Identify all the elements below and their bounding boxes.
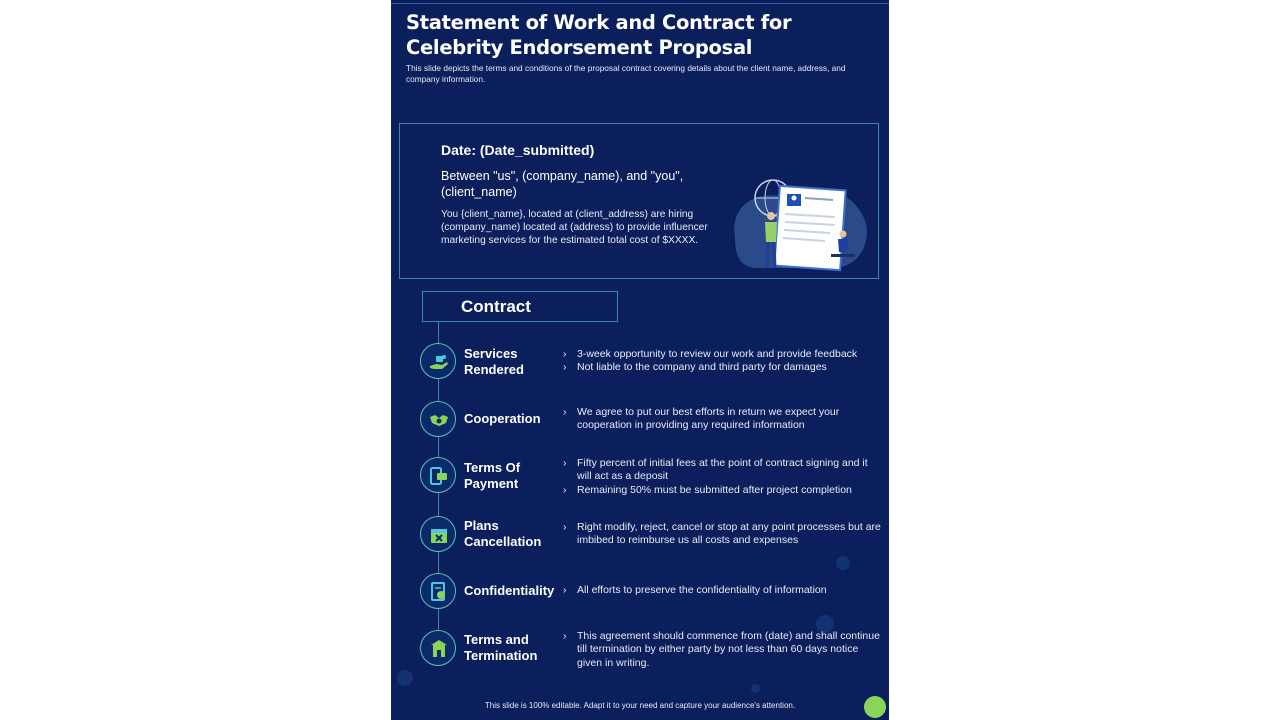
intro-box: [399, 123, 879, 279]
calendar-cancel-icon: [428, 524, 450, 546]
bullet-text: All efforts to preserve the confidentiality of information: [577, 584, 827, 596]
section-bullets: [563, 584, 883, 597]
chevron-right-icon: ›: [563, 406, 567, 418]
bullet-item: [563, 630, 883, 670]
secure-document-icon: [428, 581, 450, 603]
chevron-right-icon: ›: [563, 457, 567, 469]
bullet-item: [563, 457, 883, 484]
section-label: Plans Cancellation: [464, 518, 542, 549]
contract-heading-box: [422, 291, 618, 322]
chevron-right-icon: ›: [563, 584, 567, 596]
page-title: Statement of Work and Contract for Celebrity Endorsement Proposal: [406, 11, 792, 59]
decorative-dot: [751, 684, 760, 693]
bullet-item: [563, 584, 883, 597]
section-icon-circle: [420, 343, 456, 379]
section-label: Cooperation: [464, 411, 541, 426]
bullet-item: [563, 361, 883, 374]
bullet-text: We agree to put our best efforts in return we expect your cooperation in providing any required information: [577, 406, 840, 432]
decorative-dot: [397, 670, 413, 686]
bullet-item: [563, 348, 883, 361]
section-bullets: [563, 630, 883, 670]
chevron-right-icon: ›: [563, 521, 567, 533]
bullet-item: [563, 406, 883, 433]
hand-service-icon: [428, 351, 450, 373]
section-label: Terms Of Payment: [464, 460, 521, 491]
contract-heading: Contract: [461, 297, 531, 316]
bullet-text: 3-week opportunity to review our work and provide feedback: [577, 348, 858, 360]
top-rule: [391, 3, 889, 4]
section-icon-circle: [420, 573, 456, 609]
bullet-item: [563, 521, 883, 548]
section-bullets: [563, 348, 883, 375]
mobile-payment-icon: [428, 465, 450, 487]
footer-note: This slide is 100% editable. Adapt it to your need and capture your audience's attention.: [484, 701, 796, 710]
document-illustration: [725, 176, 875, 272]
decorative-green-dot: [864, 696, 886, 718]
chevron-right-icon: ›: [563, 361, 567, 374]
section-icon-circle: [420, 401, 456, 437]
chevron-right-icon: ›: [563, 483, 567, 496]
section-icon-circle: [420, 457, 456, 493]
date-heading: Date: (Date_submitted): [441, 142, 595, 158]
section-label: Services Rendered: [464, 346, 524, 377]
section-label: Terms and Termination: [464, 632, 538, 663]
bullet-text: Right modify, reject, cancel or stop at any point processes but are imbibed to reimburse us all costs and expenses: [577, 521, 881, 547]
bullet-item: [563, 484, 883, 497]
chevron-right-icon: ›: [563, 630, 567, 642]
parties-text: Between "us", (company_name), and "you", (client_name): [441, 169, 684, 199]
section-label: Confidentiality: [464, 583, 555, 598]
bullet-text: Remaining 50% must be submitted after project completion: [577, 483, 852, 496]
section-icon-circle: [420, 630, 456, 666]
section-bullets: [563, 406, 883, 433]
intro-body-text: You {client_name}, located at (client_address) are hiring (company_name) located at (address) to provide influencer marketing services for the estimated total cost of $XXXX.: [441, 209, 708, 246]
section-bullets: [563, 521, 883, 548]
page-subtitle: This slide depicts the terms and conditions of the proposal contract covering details about the client name, address, and company information.: [406, 63, 846, 84]
section-bullets: [563, 457, 883, 497]
bullet-text: This agreement should commence from (date) and shall continue till termination by either party by not less than 60 days notice given in writing.: [577, 630, 880, 669]
handshake-icon: [428, 409, 450, 431]
section-icon-circle: [420, 516, 456, 552]
decorative-dot: [836, 556, 850, 570]
bullet-text: Fifty percent of initial fees at the point of contract signing and it will act as a deposit: [577, 457, 868, 483]
chevron-right-icon: ›: [563, 348, 567, 360]
termination-building-icon: [428, 638, 450, 660]
slide-page: [391, 0, 889, 720]
bullet-text: Not liable to the company and third party for damages: [577, 361, 827, 374]
